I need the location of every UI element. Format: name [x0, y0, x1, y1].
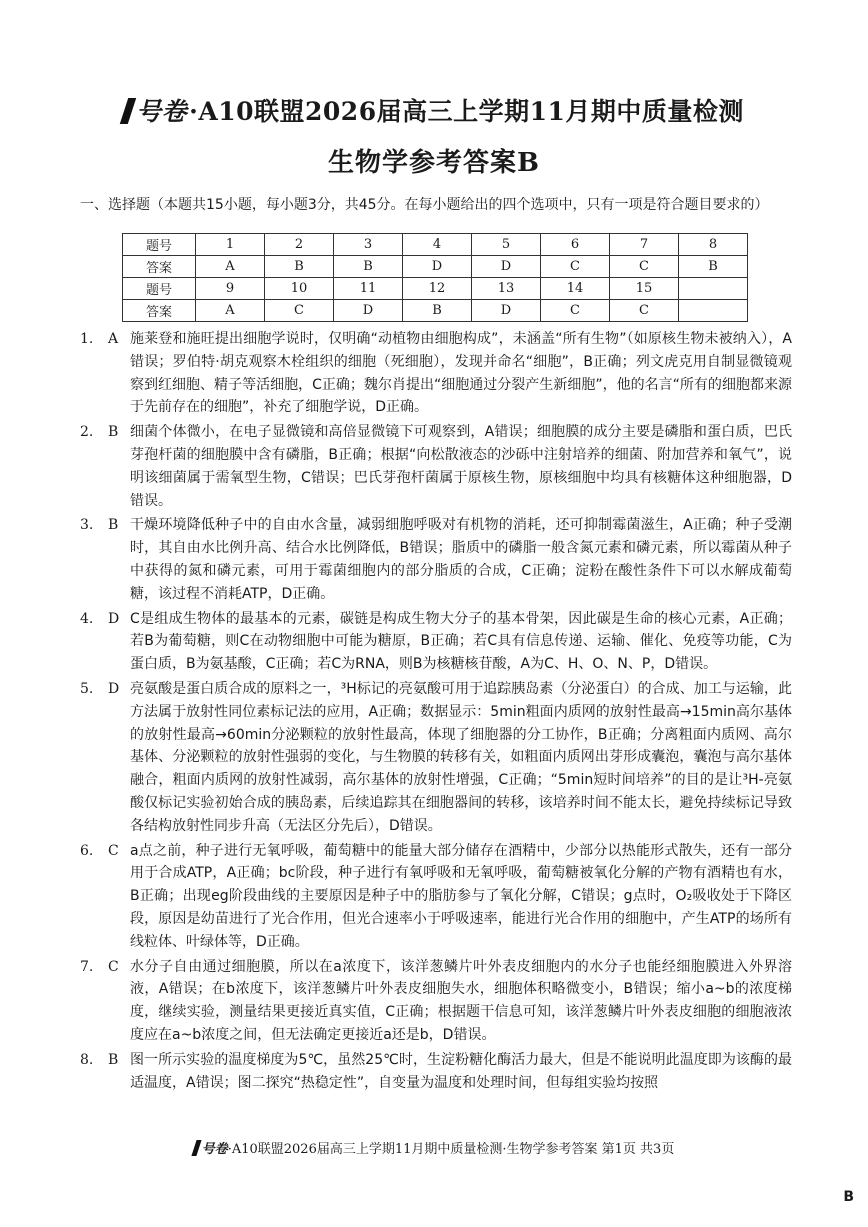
item-number: 5.	[80, 680, 94, 697]
answer-cell: B	[679, 256, 748, 278]
list-item	[80, 514, 792, 605]
exam-title: ·A10联盟2026届高三上学期11月期中质量检测	[189, 97, 744, 126]
item-number: 4.	[80, 610, 94, 627]
answer-cell: B	[265, 256, 334, 278]
answer-cell: D	[472, 256, 541, 278]
list-item	[80, 1049, 792, 1095]
answer-cell: A	[196, 300, 265, 322]
item-answer: B	[108, 517, 119, 534]
list-item	[80, 421, 792, 512]
table-row	[123, 300, 748, 322]
footer-logo: 号卷	[201, 1142, 228, 1157]
item-answer: B	[108, 1051, 119, 1068]
table-row-label: 答案	[123, 256, 196, 278]
question-number-cell: 14	[541, 278, 610, 300]
item-explanation: 施莱登和施旺提出细胞学说时，仅明确“动植物由细胞构成”，未涵盖“所有生物”（如原核生物未被纳入），A错误；罗伯特·胡克观察木栓组织的细胞（死细胞），发现并命名“细胞”，B正确；列文虎克用自制显微镜观察到红细胞、精子等活细胞，C正确；魏尔肖提出“细胞通过分裂产生新细胞”，他的名言“所有的细胞都来源于先前存在的细胞”，补充了细胞学说，D正确。	[130, 331, 792, 416]
item-number: 8.	[80, 1051, 94, 1068]
list-item	[80, 840, 792, 954]
page-subtitle: 生物学参考答案B	[328, 148, 540, 178]
item-number: 2.	[80, 424, 94, 441]
table-row-label: 题号	[123, 234, 196, 256]
question-number-cell: 13	[472, 278, 541, 300]
item-number: 3.	[80, 517, 94, 534]
list-item	[80, 328, 792, 419]
table-row-label: 答案	[123, 300, 196, 322]
logo-bar-icon	[191, 1140, 201, 1156]
question-number-cell: 3	[334, 234, 403, 256]
item-answer: C	[108, 842, 119, 859]
question-number-cell: 4	[403, 234, 472, 256]
table-row	[123, 256, 748, 278]
item-number: 6.	[80, 842, 94, 859]
item-answer: B	[108, 424, 119, 441]
item-explanation: 图一所示实验的温度梯度为5℃，虽然25℃时，生淀粉糖化酶活力最大，但是不能说明此温度即为该酶的最适温度，A错误；图二探究“热稳定性”，自变量为温度和处理时间，但每组实验均按照	[130, 1051, 792, 1091]
question-number-cell: 1	[196, 234, 265, 256]
explanation-list	[80, 328, 792, 1096]
table-row	[123, 278, 748, 300]
answer-cell: C	[541, 300, 610, 322]
version-mark: B	[843, 1189, 854, 1205]
question-number-cell: 15	[610, 278, 679, 300]
question-number-cell	[679, 278, 748, 300]
item-explanation: 水分子自由通过细胞膜，所以在a浓度下，该洋葱鳞片叶外表皮细胞内的水分子也能经细胞膜进入外界溶液，A错误；在b浓度下，该洋葱鳞片叶外表皮细胞失水，细胞体积略微变小，B错误；缩小a~b的浓度梯度，继续实验，测量结果更接近真实值，C正确；根据题干信息可知，该洋葱鳞片叶外表皮细胞的细胞液浓度应在a~b浓度之间，但无法确定更接近a还是b，D错误。	[130, 958, 792, 1043]
question-number-cell: 7	[610, 234, 679, 256]
question-number-cell: 5	[472, 234, 541, 256]
answer-cell: B	[403, 300, 472, 322]
item-explanation: 细菌个体微小，在电子显微镜和高倍显微镜下可观察到，A错误；细胞膜的成分主要是磷脂和蛋白质，巴氏芽孢杆菌的细胞膜中含有磷脂，B正确；根据“向松散液态的沙砾中注射培养的细菌、附加营养和氧气”，说明该细菌属于需氧型生物，C错误；巴氏芽孢杆菌属于原核生物，原核细胞中均具有核糖体这种细胞器，D错误。	[130, 424, 792, 509]
item-explanation: C是组成生物体的最基本的元素，碳链是构成生物大分子的基本骨架，因此碳是生命的核心元素，A正确；若B为葡萄糖，则C在动物细胞中可能为糖原，B正确；若C具有信息传递、运输、催化、免疫等功能，C为蛋白质，B为氨基酸，C正确；若C为RNA，则B为核糖核苷酸，A为C、H、O、N、P，D错误。	[130, 610, 792, 673]
question-number-cell: 2	[265, 234, 334, 256]
item-number: 7.	[80, 958, 94, 975]
question-number-cell: 9	[196, 278, 265, 300]
item-answer: A	[108, 331, 119, 347]
question-number-cell: 8	[679, 234, 748, 256]
question-number-cell: 12	[403, 278, 472, 300]
question-number-cell: 6	[541, 234, 610, 256]
answer-cell: D	[334, 300, 403, 322]
page-footer	[0, 1138, 868, 1157]
item-number: 1.	[80, 331, 94, 347]
item-answer: D	[108, 680, 120, 697]
answer-cell: B	[334, 256, 403, 278]
answer-cell: D	[403, 256, 472, 278]
item-answer: C	[108, 958, 119, 975]
table-row	[123, 234, 748, 256]
footer-text: ·A10联盟2026届高三上学期11月期中质量检测·生物学参考答案 第1页 共3页	[227, 1142, 675, 1157]
brand-logo: 号卷	[124, 92, 187, 128]
question-number-cell: 10	[265, 278, 334, 300]
list-item	[80, 956, 792, 1047]
answer-cell: C	[610, 256, 679, 278]
table-row-label: 题号	[123, 278, 196, 300]
logo-bar-icon	[120, 98, 136, 124]
item-explanation: 亮氨酸是蛋白质合成的原料之一，³H标记的亮氨酸可用于追踪胰岛素（分泌蛋白）的合成、加工与运输，此方法属于放射性同位素标记法的应用，A正确；数据显示：5min粗面内质网的放射性最高→15min高尔基体的放射性最高→60min分泌颗粒的放射性最高，体现了细胞器的分工协作，B正确；分离粗面内质网、高尔基体、分泌颗粒的放射性强弱的变化，与生物膜的转移有关，如粗面内质网出芽形成囊泡，囊泡与高尔基体融合，粗面内质网的放射性减弱，高尔基体的放射性增强，C正确；“5min短时间培养”的目的是让³H-亮氨酸仅标记实验初始合成的胰岛素，后续追踪其在细胞器间的转移，该培养时间不能太长，避免持续标记导致各结构放射性同步升高（无法区分先后），D错误。	[130, 680, 792, 834]
answer-cell: C	[265, 300, 334, 322]
list-item	[80, 608, 792, 676]
answer-table	[122, 233, 748, 322]
item-explanation: a点之前，种子进行无氧呼吸，葡萄糖中的能量大部分储存在酒精中，少部分以热能形式散失，还有一部分用于合成ATP，A正确；bc阶段，种子进行有氧呼吸和无氧呼吸，葡萄糖被氧化分解的产物有酒精也有水，B正确；出现eg阶段曲线的主要原因是种子中的脂肪参与了氧化分解，C错误；g点时，O₂吸收处于下降区段，原因是幼苗进行了光合作用，但光合速率小于呼吸速率，能进行光合作用的细胞中，产生ATP的场所有线粒体、叶绿体等，D正确。	[130, 842, 792, 950]
section-heading: 一、选择题（本题共15小题，每小题3分，共45分。在每小题给出的四个选项中，只有一项是符合题目要求的）	[80, 197, 769, 213]
answer-cell: A	[196, 256, 265, 278]
page-title	[0, 92, 868, 128]
question-number-cell: 11	[334, 278, 403, 300]
item-explanation: 干燥环境降低种子中的自由水含量，减弱细胞呼吸对有机物的消耗，还可抑制霉菌滋生，A正确；种子受潮时，其自由水比例升高、结合水比例降低，B错误；脂质中的磷脂一般含氮元素和磷元素，所以霉菌从种子中获得的氮和磷元素，可用于霉菌细胞内的部分脂质的合成，C正确；淀粉在酸性条件下可以水解成葡萄糖，该过程不消耗ATP，D正确。	[130, 517, 792, 602]
answer-cell: C	[610, 300, 679, 322]
answer-cell	[679, 300, 748, 322]
answer-cell: C	[541, 256, 610, 278]
item-answer: D	[108, 610, 120, 627]
list-item	[80, 678, 792, 838]
answer-cell: D	[472, 300, 541, 322]
